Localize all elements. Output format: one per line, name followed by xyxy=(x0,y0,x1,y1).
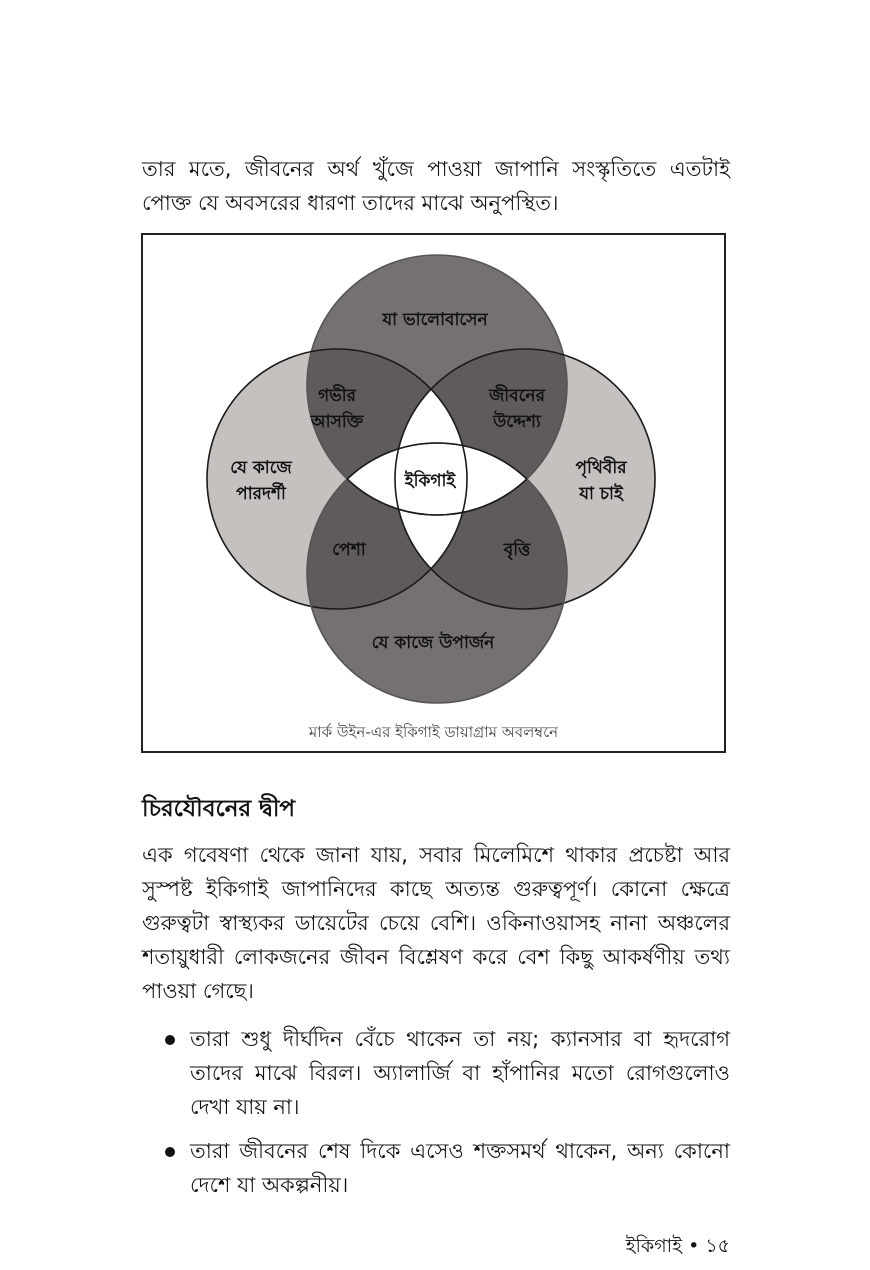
label-what-you-love: যা ভালোবাসেন xyxy=(382,310,488,330)
label-ikigai-center: ইকিগাই xyxy=(404,471,456,491)
label-passion-line1: গভীর xyxy=(317,386,357,406)
label-world-needs xyxy=(575,455,626,507)
label-passion-line2: আসক্তি xyxy=(310,412,364,432)
label-mission-line2: উদ্দেশ্য xyxy=(493,412,541,432)
label-good-at xyxy=(230,455,291,507)
label-profession: পেশা xyxy=(332,540,366,560)
list-item xyxy=(165,1134,730,1202)
bullet-list xyxy=(165,1022,730,1212)
label-good-at-line1: যে কাজে xyxy=(230,458,292,478)
list-item-text: তারা শুধু দীর্ঘদিন বেঁচে থাকেন তা নয়; ক্যানসার বা হৃদরোগ তাদের মাঝে বিরল। অ্যালার্জি বা হাঁপানির মতো রোগগুলোও দেখা যায় না। xyxy=(190,1027,730,1119)
section-body-paragraph: এক গবেষণা থেকে জানা যায়, সবার মিলেমিশে থাকার প্রচেষ্টা আর সুস্পষ্ট ইকিগাই জাপানিদের কাছে অত্যন্ত গুরুত্বপূর্ণ। কোনো ক্ষেত্রে গুরুত্বটা স্বাস্থ্যকর ডায়েটের চেয়ে বেশি। ওকিনাওয়াসহ নানা অঞ্চলের শতায়ুধারী লোকজনের জীবন বিশ্লেষণ করে বেশ কিছু আকর্ষণীয় তথ্য পাওয়া গেছে। xyxy=(142,843,730,1003)
figure-caption: মার্ক উইন-এর ইকিগাই ডায়াগ্রাম অবলম্বনে xyxy=(308,723,559,741)
list-item xyxy=(165,1022,730,1124)
list-item-text: তারা জীবনের শেষ দিকে এসেও শক্তসমর্থ থাকেন, অন্য কোনো দেশে যা অকল্পনীয়। xyxy=(190,1139,730,1197)
label-paid-for: যে কাজে উপার্জন xyxy=(371,633,495,653)
label-world-needs-line1: পৃথিবীর xyxy=(575,458,627,478)
label-mission xyxy=(489,383,545,435)
section-heading: চিরযৌবনের দ্বীপ xyxy=(142,796,296,822)
label-passion xyxy=(311,383,363,435)
bullet-icon xyxy=(165,1147,175,1157)
page-footer: ইকিগাই • ১৫ xyxy=(625,1235,730,1257)
label-world-needs-line2: যা চাই xyxy=(579,484,623,504)
bullet-icon xyxy=(165,1035,175,1045)
label-vocation: বৃত্তি xyxy=(503,540,531,560)
label-good-at-line2: পারদর্শী xyxy=(236,484,286,504)
intro-paragraph: তার মতে, জীবনের অর্থ খুঁজে পাওয়া জাপানি সংস্কৃতিতে এতটাই পোক্ত যে অবসরের ধারণা তাদের মাঝে অনুপস্থিত। xyxy=(142,157,730,215)
label-mission-line1: জীবনের xyxy=(489,386,545,406)
ikigai-figure xyxy=(141,233,726,753)
